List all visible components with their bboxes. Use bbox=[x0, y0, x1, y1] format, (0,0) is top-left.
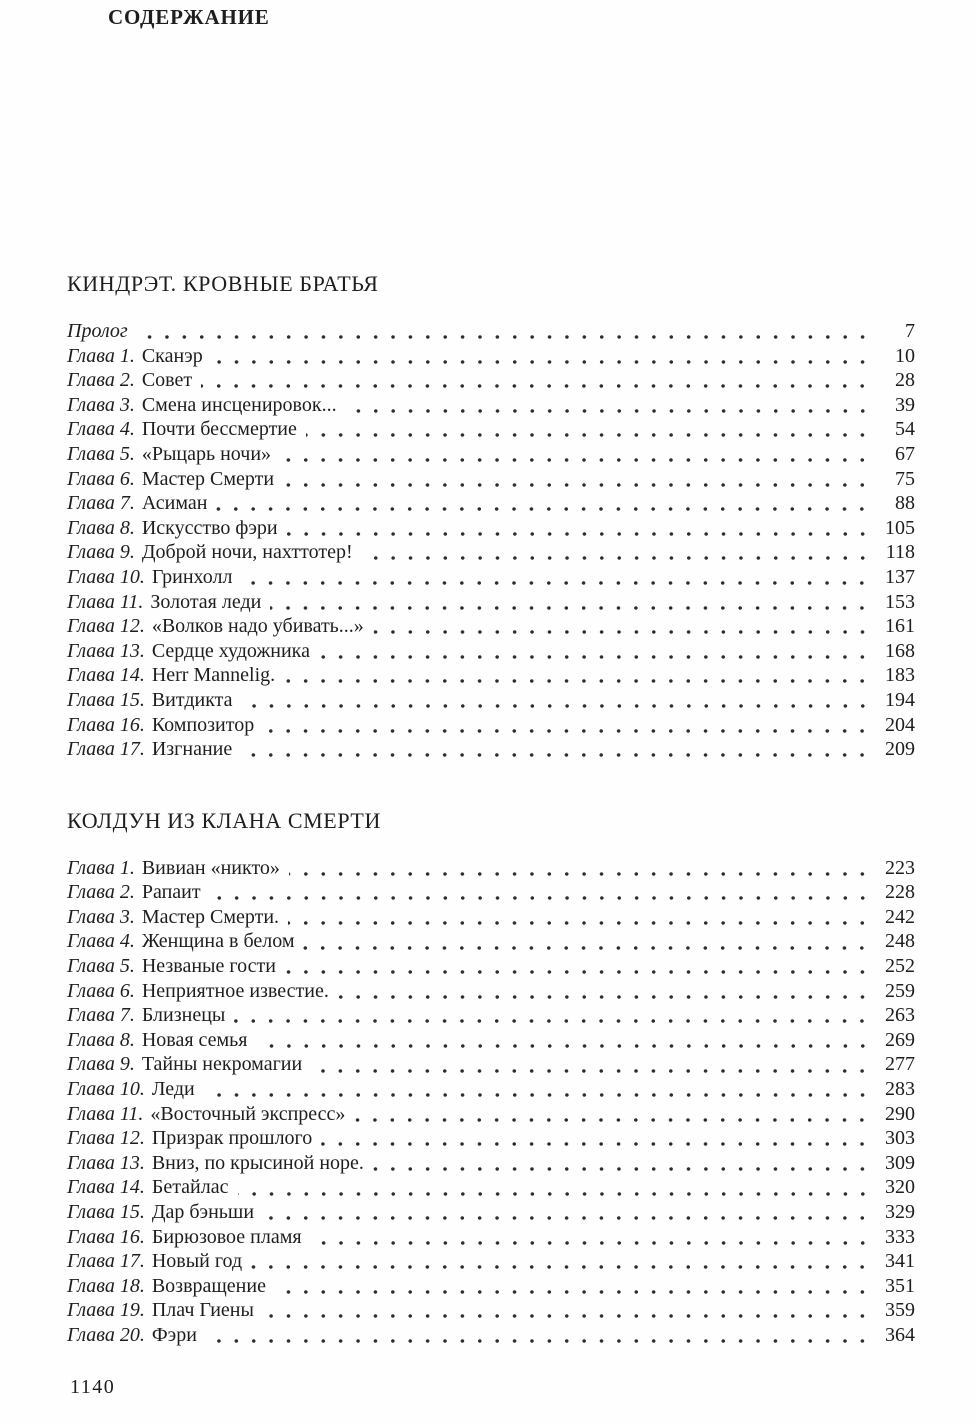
dot-leader bbox=[270, 606, 871, 610]
entry-title: Плач Гиены bbox=[151, 1299, 254, 1322]
entry-chapter-label: Глава 17. bbox=[67, 738, 145, 761]
dot-leader bbox=[280, 458, 871, 462]
entry-chapter-label: Глава 19. bbox=[67, 1299, 145, 1322]
entry-page-number: 7 bbox=[905, 320, 915, 342]
entry-chapter-label: Глава 15. bbox=[67, 688, 145, 711]
entry-page-number: 183 bbox=[885, 664, 915, 687]
toc-entry bbox=[67, 1298, 915, 1323]
entry-chapter-label: Глава 5. bbox=[67, 955, 135, 978]
entry-title: Гринхолл bbox=[151, 565, 233, 588]
entry-page-number: 153 bbox=[885, 590, 915, 613]
entry-chapter-label: Глава 15. bbox=[67, 1201, 145, 1223]
entry-page-number: 333 bbox=[885, 1225, 915, 1248]
entry-page-number: 204 bbox=[885, 713, 915, 736]
toc-entry bbox=[67, 516, 915, 541]
dot-leader bbox=[234, 1019, 871, 1023]
entry-title: Почти бессмертие bbox=[141, 418, 297, 441]
entry-title: Сканэр bbox=[141, 344, 203, 367]
dot-leader bbox=[216, 507, 871, 511]
dot-leader bbox=[263, 729, 871, 733]
dot-leader bbox=[241, 581, 871, 585]
entry-title: Доброй ночи, нахттотер! bbox=[141, 541, 353, 564]
entry-chapter-label: Глава 4. bbox=[67, 418, 135, 441]
dot-leader bbox=[263, 1216, 871, 1220]
entry-page-number: 161 bbox=[885, 615, 915, 638]
toc-entry bbox=[67, 663, 915, 688]
entry-chapter-label: Глава 9. bbox=[67, 541, 135, 564]
dot-leader bbox=[354, 1118, 871, 1122]
entry-title: Близнецы bbox=[141, 1004, 226, 1027]
entry-chapter-label: Глава 14. bbox=[67, 1176, 145, 1199]
dot-leader bbox=[338, 995, 871, 999]
entry-page-number: 320 bbox=[885, 1176, 915, 1199]
dot-leader bbox=[275, 1290, 871, 1294]
dot-leader bbox=[289, 872, 871, 876]
entry-chapter-label: Глава 17. bbox=[67, 1250, 145, 1273]
entry-title: Бирюзовое пламя bbox=[151, 1225, 302, 1248]
toc-entry bbox=[67, 590, 915, 615]
dot-leader bbox=[287, 532, 871, 536]
toc-section bbox=[67, 807, 915, 1348]
entry-page-number: 248 bbox=[885, 930, 915, 953]
entry-page-number: 351 bbox=[885, 1274, 915, 1297]
entry-page-number: 194 bbox=[885, 688, 915, 711]
entry-chapter-label: Глава 2. bbox=[67, 881, 135, 904]
entry-title: «Волков надо убивать...» bbox=[151, 615, 364, 638]
entry-title: Композитор bbox=[151, 713, 255, 736]
entry-title: Новая семья bbox=[141, 1028, 248, 1051]
entry-title: Вниз, по крысиной норе. bbox=[151, 1151, 364, 1174]
entry-chapter-label: Глава 11. bbox=[67, 1102, 144, 1125]
entry-page-number: 359 bbox=[885, 1299, 915, 1322]
toc-entry bbox=[67, 737, 915, 762]
toc-entry bbox=[67, 491, 915, 516]
entry-title: Бетайлас bbox=[151, 1176, 229, 1199]
dot-leader bbox=[306, 433, 871, 437]
toc-entry bbox=[67, 344, 915, 369]
entry-chapter-label: Глава 7. bbox=[67, 492, 135, 515]
entry-title: Искусство фэри bbox=[141, 516, 278, 539]
dot-leader bbox=[206, 1339, 871, 1343]
dot-leader bbox=[212, 360, 871, 364]
toc-entry bbox=[67, 1175, 915, 1200]
entry-title: Возвращение bbox=[151, 1274, 266, 1297]
entry-title: Мастер Смерти bbox=[141, 467, 275, 490]
entry-title: Незваные гости bbox=[141, 955, 276, 978]
entry-chapter-label: Глава 2. bbox=[67, 369, 135, 392]
toc-entry bbox=[67, 319, 915, 344]
entry-chapter-label: Глава 3. bbox=[67, 393, 135, 416]
entry-chapter-label: Глава 16. bbox=[67, 1225, 145, 1248]
entry-title: Фэри bbox=[151, 1323, 197, 1346]
entry-chapter-label: Глава 4. bbox=[67, 930, 135, 953]
dot-leader bbox=[204, 1093, 871, 1097]
entry-chapter-label: Глава 6. bbox=[67, 467, 135, 490]
entry-chapter-label: Глава 6. bbox=[67, 979, 135, 1002]
entry-title: Асиман bbox=[141, 492, 208, 515]
page-title: СОДЕРЖАНИЕ bbox=[108, 5, 270, 29]
entry-page-number: 10 bbox=[895, 344, 915, 367]
section-heading: КИНДРЭТ. КРОВНЫЕ БРАТЬЯ bbox=[67, 271, 379, 296]
toc-entry bbox=[67, 467, 915, 492]
entry-chapter-label: Глава 7. bbox=[67, 1004, 135, 1027]
entry-page-number: 283 bbox=[885, 1078, 915, 1101]
dot-leader bbox=[311, 1241, 871, 1245]
dot-leader bbox=[373, 1167, 871, 1171]
entry-title: «Рыцарь ночи» bbox=[141, 442, 272, 465]
entry-chapter-label: Глава 1. bbox=[67, 344, 135, 367]
entry-chapter-label: Глава 9. bbox=[67, 1053, 135, 1076]
entry-title: Витдикта bbox=[151, 688, 233, 711]
dot-leader bbox=[238, 1192, 872, 1196]
entry-chapter-label: Глава 14. bbox=[67, 664, 145, 687]
dot-leader bbox=[311, 1069, 871, 1073]
entry-title: Сердце художника bbox=[151, 639, 310, 662]
dot-leader bbox=[241, 753, 871, 757]
folio-page-number: 1140 bbox=[70, 1376, 116, 1398]
dot-leader bbox=[373, 630, 871, 634]
entry-chapter-label: Глава 3. bbox=[67, 905, 135, 928]
toc-entry bbox=[67, 1151, 915, 1176]
entry-page-number: 88 bbox=[895, 492, 915, 515]
sections-container bbox=[67, 270, 915, 1348]
entry-page-number: 54 bbox=[895, 418, 915, 441]
dot-leader bbox=[362, 556, 871, 560]
entry-chapter-label: Глава 18. bbox=[67, 1274, 145, 1297]
entry-page-number: 118 bbox=[885, 541, 915, 564]
entry-chapter-label: Глава 8. bbox=[67, 1028, 135, 1051]
dot-leader bbox=[201, 384, 871, 388]
dot-leader bbox=[346, 409, 871, 413]
dot-leader bbox=[303, 946, 871, 950]
toc-entry bbox=[67, 393, 915, 418]
entry-title: Рапаит bbox=[141, 881, 201, 904]
dot-leader bbox=[263, 1314, 871, 1318]
dot-leader bbox=[284, 679, 871, 683]
toc-entry bbox=[67, 565, 915, 590]
toc-section bbox=[67, 270, 915, 762]
dot-leader bbox=[321, 1142, 871, 1146]
toc-entry bbox=[67, 856, 915, 881]
entry-page-number: 341 bbox=[885, 1250, 915, 1273]
entry-chapter-label: Глава 12. bbox=[67, 615, 145, 638]
entry-title: Совет bbox=[141, 369, 193, 392]
entry-title: Вивиан «никто» bbox=[141, 856, 280, 879]
entry-chapter-label: Глава 20. bbox=[67, 1323, 145, 1346]
entry-page-number: 259 bbox=[885, 979, 915, 1002]
entry-chapter-label: Глава 12. bbox=[67, 1127, 145, 1150]
dot-leader bbox=[137, 335, 871, 339]
entry-chapter-label: Глава 8. bbox=[67, 516, 135, 539]
entry-title: Женщина в белом bbox=[141, 930, 295, 953]
entry-title: «Восточный экспресс» bbox=[150, 1102, 346, 1125]
entry-title: Тайны некромагии bbox=[141, 1053, 303, 1076]
entry-page-number: 28 bbox=[895, 369, 915, 392]
entry-title: Золотая леди bbox=[150, 590, 262, 613]
entry-page-number: 290 bbox=[885, 1102, 915, 1125]
toc-entry bbox=[67, 1077, 915, 1102]
toc-entry bbox=[67, 1249, 915, 1274]
toc-entry bbox=[67, 1225, 915, 1250]
toc-list bbox=[67, 856, 915, 1348]
entry-title: Изгнание bbox=[151, 738, 233, 761]
entry-page-number: 209 bbox=[885, 738, 915, 761]
entry-page-number: 364 bbox=[885, 1323, 915, 1346]
entry-page-number: 105 bbox=[885, 516, 915, 539]
dot-leader bbox=[319, 655, 871, 659]
entry-chapter-label: Глава 10. bbox=[67, 1078, 145, 1101]
entry-page-number: 223 bbox=[885, 856, 915, 879]
toc-entry bbox=[67, 614, 915, 639]
dot-leader bbox=[288, 921, 871, 925]
entry-title: Дар бэньши bbox=[151, 1201, 255, 1223]
entry-page-number: 137 bbox=[885, 565, 915, 588]
entry-chapter-label: Глава 5. bbox=[67, 442, 135, 465]
dot-leader bbox=[283, 483, 871, 487]
entry-page-number: 329 bbox=[885, 1201, 915, 1223]
entry-chapter-label: Глава 10. bbox=[67, 565, 145, 588]
toc-entry bbox=[67, 954, 915, 979]
dot-leader bbox=[242, 704, 871, 708]
entry-page-number: 309 bbox=[885, 1151, 915, 1174]
entry-title: Неприятное известие. bbox=[141, 979, 329, 1002]
entry-page-number: 269 bbox=[885, 1028, 915, 1051]
entry-page-number: 242 bbox=[885, 905, 915, 928]
dot-leader bbox=[257, 1044, 871, 1048]
entry-page-number: 263 bbox=[885, 1004, 915, 1027]
toc-entry bbox=[67, 639, 915, 664]
toc-entry bbox=[67, 1126, 915, 1151]
entry-chapter-label: Глава 11. bbox=[67, 590, 144, 613]
entry-page-number: 168 bbox=[885, 639, 915, 662]
toc-entry bbox=[67, 1274, 915, 1299]
toc-entry bbox=[67, 688, 915, 713]
toc-entry bbox=[67, 1200, 915, 1225]
entry-page-number: 303 bbox=[885, 1127, 915, 1150]
toc-entry bbox=[67, 1323, 915, 1348]
entry-chapter-label: Глава 16. bbox=[67, 713, 145, 736]
toc-entry bbox=[67, 905, 915, 930]
entry-title: Мастер Смерти. bbox=[141, 905, 280, 928]
entry-title: Леди bbox=[151, 1078, 195, 1101]
entry-page-number: 75 bbox=[895, 467, 915, 490]
dot-leader bbox=[210, 896, 871, 900]
section-heading: КОЛДУН ИЗ КЛАНА СМЕРТИ bbox=[67, 807, 381, 833]
entry-page-number: 228 bbox=[885, 881, 915, 904]
entry-page-number: 67 bbox=[895, 442, 915, 465]
toc-entry bbox=[67, 979, 915, 1004]
toc-entry bbox=[67, 929, 915, 954]
entry-page-number: 39 bbox=[895, 393, 915, 416]
toc-entry bbox=[67, 540, 915, 565]
toc-entry bbox=[67, 1052, 915, 1077]
toc-entry bbox=[67, 417, 915, 442]
entry-page-number: 277 bbox=[885, 1053, 915, 1076]
entry-title: Herr Mannelig. bbox=[151, 664, 276, 687]
entry-title: Новый год bbox=[151, 1250, 243, 1273]
entry-chapter-label: Глава 13. bbox=[67, 1151, 145, 1174]
toc-entry bbox=[67, 1003, 915, 1028]
entry-title: Призрак прошлого bbox=[151, 1127, 313, 1150]
toc-entry bbox=[67, 442, 915, 467]
toc-entry bbox=[67, 713, 915, 738]
toc-entry bbox=[67, 1028, 915, 1053]
dot-leader bbox=[251, 1265, 871, 1269]
toc-list bbox=[67, 319, 915, 762]
entry-title: Смена инсценировок... bbox=[141, 393, 337, 416]
toc-entry bbox=[67, 368, 915, 393]
dot-leader bbox=[285, 970, 871, 974]
entry-chapter-label: Глава 13. bbox=[67, 639, 145, 662]
toc-entry bbox=[67, 880, 915, 905]
entry-chapter-label: Пролог bbox=[67, 320, 128, 342]
entry-page-number: 252 bbox=[885, 955, 915, 978]
toc-entry bbox=[67, 1102, 915, 1127]
entry-chapter-label: Глава 1. bbox=[67, 856, 135, 879]
